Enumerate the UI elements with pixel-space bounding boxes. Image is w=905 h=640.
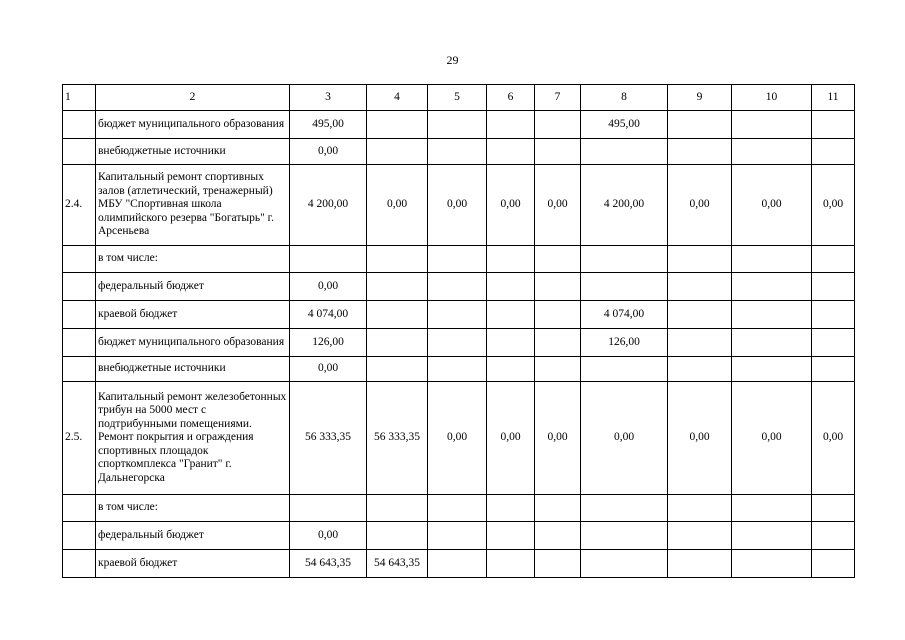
cell-col-5 bbox=[428, 550, 487, 578]
cell-col-7 bbox=[535, 329, 581, 357]
cell-col-9 bbox=[668, 329, 732, 357]
cell-col-4: 56 333,35 bbox=[367, 382, 428, 495]
header-cell-col-4: 4 bbox=[367, 85, 428, 111]
table-row bbox=[63, 495, 855, 522]
cell-col-4: 54 643,35 bbox=[367, 550, 428, 578]
cell-col-10 bbox=[732, 495, 812, 522]
cell-col-3 bbox=[290, 246, 367, 273]
budget-table bbox=[62, 84, 855, 578]
cell-col-10 bbox=[732, 139, 812, 165]
cell-col-6 bbox=[487, 246, 535, 273]
cell-col-8 bbox=[581, 550, 668, 578]
row-description: внебюджетные источники bbox=[96, 357, 290, 382]
cell-col-8 bbox=[581, 273, 668, 301]
cell-col-11 bbox=[812, 522, 855, 550]
cell-col-11 bbox=[812, 139, 855, 165]
row-index bbox=[63, 111, 96, 139]
cell-col-6 bbox=[487, 139, 535, 165]
header-cell-col-1: 1 bbox=[63, 85, 96, 111]
cell-col-5 bbox=[428, 495, 487, 522]
cell-col-9 bbox=[668, 273, 732, 301]
cell-col-4 bbox=[367, 522, 428, 550]
cell-col-3: 56 333,35 bbox=[290, 382, 367, 495]
cell-col-6 bbox=[487, 301, 535, 329]
cell-col-6 bbox=[487, 329, 535, 357]
cell-col-3 bbox=[290, 495, 367, 522]
cell-col-7 bbox=[535, 111, 581, 139]
row-description: в том числе: bbox=[96, 246, 290, 273]
cell-col-4 bbox=[367, 273, 428, 301]
cell-col-5 bbox=[428, 273, 487, 301]
cell-col-10 bbox=[732, 329, 812, 357]
row-description: краевой бюджет bbox=[96, 550, 290, 578]
cell-col-8: 126,00 bbox=[581, 329, 668, 357]
cell-col-6 bbox=[487, 522, 535, 550]
cell-col-5 bbox=[428, 246, 487, 273]
row-index: 2.4. bbox=[63, 165, 96, 246]
cell-col-10 bbox=[732, 111, 812, 139]
cell-col-3: 0,00 bbox=[290, 273, 367, 301]
cell-col-9: 0,00 bbox=[668, 165, 732, 246]
table-header-row bbox=[63, 85, 855, 111]
cell-col-4 bbox=[367, 495, 428, 522]
cell-col-7 bbox=[535, 522, 581, 550]
table-row bbox=[63, 329, 855, 357]
row-description: бюджет муниципального образования bbox=[96, 329, 290, 357]
row-index bbox=[63, 301, 96, 329]
cell-col-9 bbox=[668, 495, 732, 522]
cell-col-6: 0,00 bbox=[487, 382, 535, 495]
cell-col-11 bbox=[812, 495, 855, 522]
cell-col-3: 126,00 bbox=[290, 329, 367, 357]
row-description: в том числе: bbox=[96, 495, 290, 522]
table-row bbox=[63, 357, 855, 382]
cell-col-3: 4 074,00 bbox=[290, 301, 367, 329]
cell-col-8 bbox=[581, 139, 668, 165]
cell-col-7 bbox=[535, 550, 581, 578]
cell-col-11 bbox=[812, 550, 855, 578]
cell-col-5: 0,00 bbox=[428, 165, 487, 246]
header-cell-col-6: 6 bbox=[487, 85, 535, 111]
cell-col-11 bbox=[812, 357, 855, 382]
cell-col-5 bbox=[428, 522, 487, 550]
cell-col-3: 4 200,00 bbox=[290, 165, 367, 246]
cell-col-6 bbox=[487, 495, 535, 522]
row-description: федеральный бюджет bbox=[96, 273, 290, 301]
header-cell-col-5: 5 bbox=[428, 85, 487, 111]
cell-col-5 bbox=[428, 139, 487, 165]
cell-col-9 bbox=[668, 139, 732, 165]
header-cell-col-10: 10 bbox=[732, 85, 812, 111]
table-row bbox=[63, 550, 855, 578]
cell-col-4 bbox=[367, 246, 428, 273]
row-description: бюджет муниципального образования bbox=[96, 111, 290, 139]
table-row bbox=[63, 522, 855, 550]
row-index bbox=[63, 139, 96, 165]
cell-col-7 bbox=[535, 301, 581, 329]
cell-col-4 bbox=[367, 357, 428, 382]
row-index bbox=[63, 522, 96, 550]
cell-col-5 bbox=[428, 301, 487, 329]
row-index: 2.5. bbox=[63, 382, 96, 495]
cell-col-3: 495,00 bbox=[290, 111, 367, 139]
cell-col-9 bbox=[668, 301, 732, 329]
cell-col-6 bbox=[487, 111, 535, 139]
cell-col-11 bbox=[812, 273, 855, 301]
row-description: Капитальный ремонт спортивных залов (атлетический, тренажерный) МБУ "Спортивная школа олимпийского резерва "Богатырь" г. Арсеньева bbox=[96, 165, 290, 246]
header-cell-col-11: 11 bbox=[812, 85, 855, 111]
cell-col-10 bbox=[732, 357, 812, 382]
cell-col-8: 495,00 bbox=[581, 111, 668, 139]
cell-col-10 bbox=[732, 522, 812, 550]
cell-col-9 bbox=[668, 246, 732, 273]
cell-col-7: 0,00 bbox=[535, 382, 581, 495]
cell-col-6 bbox=[487, 273, 535, 301]
cell-col-3: 54 643,35 bbox=[290, 550, 367, 578]
header-cell-col-9: 9 bbox=[668, 85, 732, 111]
cell-col-3: 0,00 bbox=[290, 357, 367, 382]
row-index bbox=[63, 273, 96, 301]
cell-col-3: 0,00 bbox=[290, 522, 367, 550]
cell-col-7 bbox=[535, 495, 581, 522]
table-row bbox=[63, 139, 855, 165]
cell-col-8: 4 200,00 bbox=[581, 165, 668, 246]
header-cell-col-7: 7 bbox=[535, 85, 581, 111]
table-row bbox=[63, 165, 855, 246]
table-row bbox=[63, 273, 855, 301]
cell-col-9 bbox=[668, 550, 732, 578]
cell-col-11: 0,00 bbox=[812, 165, 855, 246]
page-number: 29 bbox=[446, 53, 459, 67]
cell-col-4 bbox=[367, 301, 428, 329]
row-description: краевой бюджет bbox=[96, 301, 290, 329]
header-cell-col-3: 3 bbox=[290, 85, 367, 111]
cell-col-6 bbox=[487, 550, 535, 578]
cell-col-8 bbox=[581, 246, 668, 273]
header-cell-col-2: 2 bbox=[96, 85, 290, 111]
cell-col-8: 0,00 bbox=[581, 382, 668, 495]
cell-col-6 bbox=[487, 357, 535, 382]
cell-col-4: 0,00 bbox=[367, 165, 428, 246]
cell-col-7 bbox=[535, 273, 581, 301]
table-row bbox=[63, 382, 855, 495]
cell-col-10 bbox=[732, 550, 812, 578]
cell-col-11 bbox=[812, 301, 855, 329]
cell-col-10 bbox=[732, 301, 812, 329]
cell-col-7 bbox=[535, 246, 581, 273]
cell-col-4 bbox=[367, 329, 428, 357]
table-row bbox=[63, 301, 855, 329]
row-description: Капитальный ремонт железобетонных трибун на 5000 мест с подтрибунными помещениями. Ремонт покрытия и ограждения спортивных площадок спорткомплекса "Гранит" г. Дальнегорска bbox=[96, 382, 290, 495]
cell-col-4 bbox=[367, 111, 428, 139]
cell-col-11: 0,00 bbox=[812, 382, 855, 495]
table-row bbox=[63, 246, 855, 273]
cell-col-9 bbox=[668, 522, 732, 550]
cell-col-4 bbox=[367, 139, 428, 165]
cell-col-10: 0,00 bbox=[732, 165, 812, 246]
cell-col-8: 4 074,00 bbox=[581, 301, 668, 329]
row-index bbox=[63, 357, 96, 382]
cell-col-10 bbox=[732, 246, 812, 273]
row-index bbox=[63, 246, 96, 273]
cell-col-8 bbox=[581, 495, 668, 522]
row-index bbox=[63, 329, 96, 357]
cell-col-9 bbox=[668, 111, 732, 139]
cell-col-7 bbox=[535, 139, 581, 165]
cell-col-11 bbox=[812, 329, 855, 357]
row-index bbox=[63, 550, 96, 578]
cell-col-5: 0,00 bbox=[428, 382, 487, 495]
row-index bbox=[63, 495, 96, 522]
cell-col-5 bbox=[428, 357, 487, 382]
cell-col-9: 0,00 bbox=[668, 382, 732, 495]
cell-col-6: 0,00 bbox=[487, 165, 535, 246]
cell-col-3: 0,00 bbox=[290, 139, 367, 165]
row-description: федеральный бюджет bbox=[96, 522, 290, 550]
cell-col-10 bbox=[732, 273, 812, 301]
table-row bbox=[63, 111, 855, 139]
cell-col-8 bbox=[581, 522, 668, 550]
cell-col-11 bbox=[812, 111, 855, 139]
cell-col-5 bbox=[428, 329, 487, 357]
cell-col-5 bbox=[428, 111, 487, 139]
header-cell-col-8: 8 bbox=[581, 85, 668, 111]
cell-col-7: 0,00 bbox=[535, 165, 581, 246]
row-description: внебюджетные источники bbox=[96, 139, 290, 165]
cell-col-8 bbox=[581, 357, 668, 382]
cell-col-10: 0,00 bbox=[732, 382, 812, 495]
cell-col-9 bbox=[668, 357, 732, 382]
cell-col-11 bbox=[812, 246, 855, 273]
cell-col-7 bbox=[535, 357, 581, 382]
